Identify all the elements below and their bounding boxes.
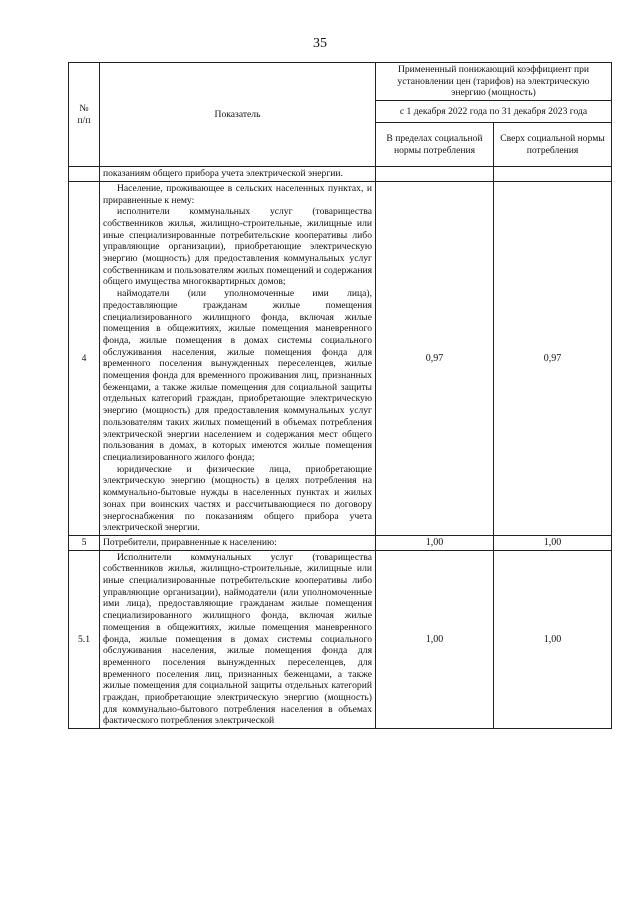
tariff-coefficient-table xyxy=(68,62,612,729)
row-paragraph: Население, проживающее в сельских населенных пунктах, и приравненные к нему: xyxy=(103,182,372,206)
row-within-value: 1,00 xyxy=(376,550,494,729)
row-within-value: 0,97 xyxy=(376,181,494,535)
header-num: № п/п xyxy=(69,63,100,167)
table-row xyxy=(69,167,612,182)
row-num: 4 xyxy=(69,181,100,535)
row-text: Потребители, приравненные к населению: xyxy=(103,536,277,548)
header-period: с 1 декабря 2022 года по 31 декабря 2023 года xyxy=(376,101,612,123)
row-num: 5 xyxy=(69,535,100,550)
row-indicator xyxy=(100,535,376,550)
table-row xyxy=(69,535,612,550)
row-indicator xyxy=(100,550,376,729)
table-row xyxy=(69,181,612,535)
row-num: 5.1 xyxy=(69,550,100,729)
header-within-norm: В пределах социальной нормы потребления xyxy=(376,123,494,167)
row-above-value: 1,00 xyxy=(494,550,612,729)
page-number: 35 xyxy=(313,36,327,51)
row-above-value xyxy=(494,167,612,182)
row-paragraph: наймодатели (или уполномоченные ими лица), предоставляющие гражданам жилые помещения специализированного жилищного фонда, включая жилые помещения в общежитиях, жилые помещения маневренного фонда, жилые помещения в домах системы социального обслуживания населения, жилые помещения фонда для временного поселения вынужденных переселенцев, жилые помещения фонда для временного проживания лиц, признанных беженцами, а также жилые помещения для социальной защиты отдельных категорий граждан, приобретающие электрическую энергию (мощность) для предоставления коммунальных услуг пользователям таких жилых помещений в объемах потребления электрической энергии населением и содержания мест общего пользования в домах, в которых имеются жилые помещения специализированного жилого фонда; xyxy=(103,288,372,463)
header-coefficient-title: Примененный понижающий коэффициент при установлении цен (тарифов) на электрическую энергию (мощность) xyxy=(376,63,612,101)
row-indicator xyxy=(100,167,376,182)
header-above-norm: Сверх социальной нормы потребления xyxy=(494,123,612,167)
row-text: показаниям общего прибора учета электрической энергии. xyxy=(103,168,343,180)
row-indicator xyxy=(100,181,376,535)
row-text: Исполнители коммунальных услуг (товарищества собственников жилья, жилищно-строительные, жилищные или иные специализированные потребительские кооперативы либо управляющие организации), наймодатели (или уполномоченные ими лица), предоставляющие гражданам жилые помещения специализированного жилищного фонда, включая жилые помещения в общежитиях, жилые помещения маневренного фонда, жилые помещения в домах системы социального обслуживания населения, жилые помещения фонда для временного поселения вынужденных переселенцев, для временного поселения лиц, признанных беженцами, а также жилые помещения для социальной защиты отдельных категорий граждан, приобретающие электрическую энергию (мощность) для коммунально-бытового потребления населения в объемах фактического потребления электрической xyxy=(103,551,372,727)
row-paragraph: исполнители коммунальных услуг (товарищества собственников жилья, жилищно-строительные, жилищные или иные специализированные потребительские кооперативы либо управляющие организации), приобретающие электрическую энергию (мощность) для предоставления коммунальных услуг собственникам и пользователям жилых помещений и содержания общего имущества многоквартирных домов; xyxy=(103,206,372,288)
row-above-value: 0,97 xyxy=(494,181,612,535)
row-num xyxy=(69,167,100,182)
row-paragraph: юридические и физические лица, приобретающие электрическую энергию (мощность) в целях потребления на коммунально-бытовые нужды в населенных пунктах и жилых зонах при воинских частях и рассчитывающиеся по договору энергоснабжения по показаниям общего прибора учета электрической энергии. xyxy=(103,463,372,534)
table-row xyxy=(69,550,612,729)
row-above-value: 1,00 xyxy=(494,535,612,550)
row-within-value xyxy=(376,167,494,182)
header-indicator: Показатель xyxy=(100,63,376,167)
row-within-value: 1,00 xyxy=(376,535,494,550)
